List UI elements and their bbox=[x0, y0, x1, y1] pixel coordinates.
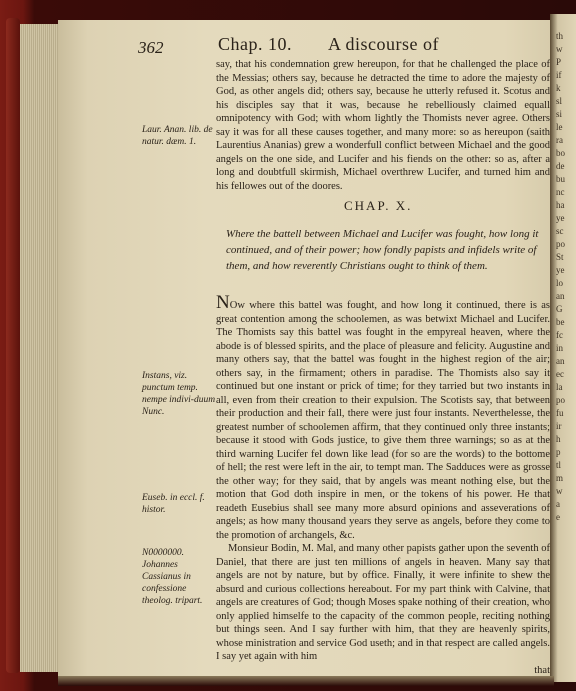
paragraph-second: Monsieur Bodin, M. Mal, and many other papists gather upon the seventh of Daniel, that there are just ten millions of angels in heaven. Many say that angels are not by nature, but by office. Finally, it were infinite to shew the absurd and curious collections hereabout. For my part think with Calvine, that angels are creatures of God; though Moses spake nothing of their creation, who only applied himselfe to the capacity of the common people, reciting nothing but things seen. And I say further with him, that they are heavenly spirits, whose ministration and service God useth; and in that respect are called angels. I say yet again with him bbox=[216, 543, 550, 662]
facing-page-fragment: la bbox=[556, 382, 563, 392]
facing-page-fragment: an bbox=[556, 291, 565, 301]
paragraph-continuation: say, that his condemnation grew hereupon, for that he challenged the place of the Messias; others say, because he detracted the time to adore the majesty of God, as other angels did; others say, because he utterly refused it. Scotus and his disciples say that it was, because he rebelliously claimed equall omnipotency with God; with whom lightly the Thomists never agree. Others say it was for all these causes together, and many more: so as hereupon (saith Laurentius Ananias) grew a wonderfull conflict between Michael and the good angels on the one side, and Lucifer and his fiends on the other: so as, after a long and doubtfull skirmish, Michael overthrew Lucifer, and turned him and his fellowes out of the doores. bbox=[216, 59, 550, 192]
facing-page-fragment: ye bbox=[556, 265, 565, 275]
facing-page-fragment: p bbox=[556, 447, 561, 457]
facing-page-fragment: po bbox=[556, 395, 565, 405]
facing-page-fragment: ra bbox=[556, 135, 563, 145]
page-number: 362 bbox=[138, 38, 164, 57]
facing-page-fragment: St bbox=[556, 252, 564, 262]
facing-page-fragment: m bbox=[556, 473, 564, 483]
facing-page-fragment: ye bbox=[556, 213, 565, 223]
facing-page-fragment: ir bbox=[556, 421, 562, 431]
facing-page-fragment: e bbox=[556, 512, 560, 522]
facing-page-fragment: G bbox=[556, 304, 563, 314]
paragraph-opening-text: Ow where this battel was fought, and how long it continued, there is as great contention among the schoolemen, as was betwixt Michael and Lucifer. The Thomists say this battel was fought in the empyreal heaven, where the abode is of blessed spirits, and the place of pleasure and felicity. Augustine and many others say, that the battel was fought in the highest region of the air; others say, in the firmament; others in paradise. The Thomists also say it continued but one instant or prick of time; for they tarried but two instants in all, even from their creation to their expulsion. The Scotists say, that between their production and their fall, there were just four instants. Neverthelesse, the greatest number of schoolemen affirm, that they continued only three instants; because it stood with Gods justice, to give them three warnings; so as at the third warning Lucifer fel down like lead (for so are the words) to the bottome of hell; the rest were left in the air, to tempt man. The Sadduces were as grosse the other way; for they said, that by angels was meant nothing else, but the motion that God doth inspire in men, or the tokens of his power. He that readeth Eusebius shall see many more absurd opinions and asseverations of angels; as how many thousand years they serve as angels, before they come to the promotion of archangels, &c. bbox=[216, 300, 550, 541]
marginal-note-3: Euseb. in eccl. f. histor. bbox=[142, 493, 205, 515]
facing-page-fragment: if bbox=[556, 70, 562, 80]
facing-page-fragment: w bbox=[556, 486, 563, 496]
paragraph-opening bbox=[216, 292, 550, 542]
running-chapter: Chap. 10. bbox=[218, 34, 292, 54]
marginal-note-4: N0000000. Johannes Cassianus in confessione theolog. tripart. bbox=[142, 548, 203, 606]
marginal-note-2: Instans, viz. punctum temp. nempe indivi-duum Nunc. bbox=[142, 371, 216, 417]
facing-page-fragment: sc bbox=[556, 226, 564, 236]
facing-page-fragment: h bbox=[556, 434, 561, 444]
facing-page-fragment: tl bbox=[556, 460, 562, 470]
body-text-chapter bbox=[216, 292, 550, 677]
running-header bbox=[218, 34, 439, 55]
facing-page-fragment: bo bbox=[556, 148, 565, 158]
cover-edge bbox=[6, 18, 20, 673]
facing-page-fragment: k bbox=[556, 83, 561, 93]
facing-page-fragment: fc bbox=[556, 330, 563, 340]
facing-page-fragment: lo bbox=[556, 278, 564, 288]
page-bottom-shadow bbox=[58, 676, 554, 686]
running-title: A discourse of bbox=[328, 34, 439, 54]
catchword: that bbox=[534, 664, 550, 676]
facing-page-fragment: th bbox=[556, 31, 564, 41]
facing-page-fragment: fu bbox=[556, 408, 564, 418]
facing-page-fragment: an bbox=[556, 356, 565, 366]
facing-page-fragment: a bbox=[556, 499, 560, 509]
facing-page-fragment: be bbox=[556, 317, 565, 327]
facing-page-fragment: ec bbox=[556, 369, 564, 379]
facing-page-fragment: nc bbox=[556, 187, 565, 197]
chapter-heading: CHAP. X. bbox=[344, 198, 413, 213]
facing-page-fragment: si bbox=[556, 109, 563, 119]
body-text-top bbox=[216, 58, 550, 193]
facing-page-fragment: le bbox=[556, 122, 563, 132]
chapter-summary: Where the battell between Michael and Lucifer was fought, how long it continued, and of their power; how fondly papists and infidels write of them, and how reverently Christians ought to think of them. bbox=[226, 228, 539, 272]
facing-page-fragment: ha bbox=[556, 200, 565, 210]
facing-page-fragment: po bbox=[556, 239, 565, 249]
drop-cap: N bbox=[216, 292, 230, 313]
facing-page-fragment: w bbox=[556, 44, 563, 54]
facing-page-fragment: de bbox=[556, 161, 565, 171]
marginal-note-1: Laur. Anan. lib. de natur. dæm. 1. bbox=[142, 125, 213, 147]
facing-page-fragments bbox=[556, 30, 574, 670]
facing-page-fragment: in bbox=[556, 343, 564, 353]
facing-page-fragment: sl bbox=[556, 96, 563, 106]
facing-page-fragment: bu bbox=[556, 174, 565, 184]
facing-page-fragment: P bbox=[556, 57, 562, 67]
